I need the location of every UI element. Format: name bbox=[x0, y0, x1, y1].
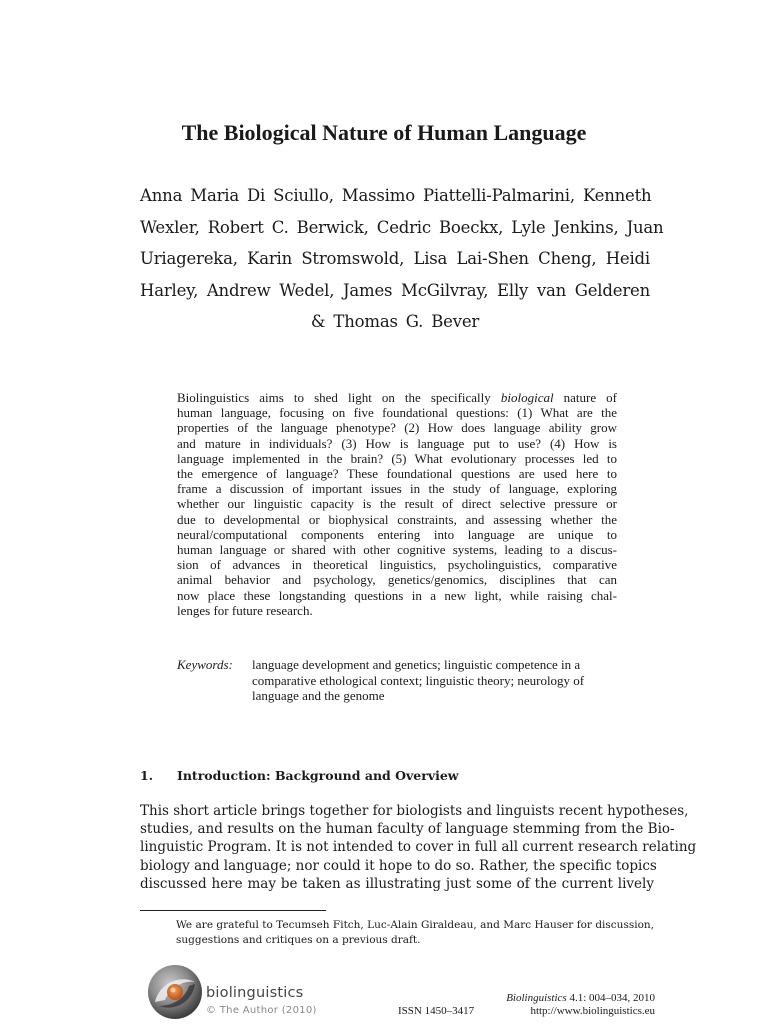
author-list bbox=[140, 180, 664, 338]
footnote-line: We are grateful to Tecumseh Fitch, Luc-Alain Giraldeau, and Marc Hauser for discussion, bbox=[176, 919, 654, 931]
abstract-line: Biolinguistics aims to shed light on the specifically biological nature of bbox=[177, 390, 618, 405]
abstract-line: the emergence of language? These foundational questions are used here to bbox=[177, 466, 617, 482]
paper-title: The Biological Nature of Human Language bbox=[181, 120, 587, 145]
journal-reference bbox=[506, 992, 655, 1004]
body-line: discussed here may be taken as illustrating just some of the current lively bbox=[140, 875, 654, 892]
author-line: & Thomas G. Bever bbox=[310, 312, 480, 331]
footnote-line: suggestions and critiques on a previous draft. bbox=[176, 933, 421, 946]
copyright-notice: © The Author (2010) bbox=[206, 1005, 317, 1016]
author-line: Uriagereka, Karin Stromswold, Lisa Lai-Shen Cheng, Heidi bbox=[140, 249, 650, 268]
body-line: biology and language; nor could it hope to do so. Rather, the specific topics bbox=[140, 857, 657, 874]
brand-name: biolinguistics bbox=[206, 985, 304, 1001]
journal-name: Biolinguistics bbox=[506, 992, 567, 1004]
abstract-line: sion of advances in theoretical linguistics, psycholinguistics, comparative bbox=[177, 557, 617, 573]
abstract-line: due to developmental or biophysical constraints, and assessing whether the bbox=[177, 511, 617, 527]
keywords-line: comparative ethological context; linguistic theory; neurology of bbox=[252, 672, 585, 688]
abstract-line: properties of the language phenotype? (2) How does language ability grow bbox=[177, 420, 617, 436]
abstract-emphasis: biological bbox=[500, 390, 554, 405]
body-line: This short article brings together for biologists and linguists recent hypotheses, bbox=[140, 803, 689, 819]
keywords-line: language development and genetics; linguistic competence in a bbox=[252, 657, 581, 672]
biolinguistics-logo-icon bbox=[145, 962, 205, 1022]
journal-issue: 4.1: 004–034, 2010 bbox=[566, 992, 655, 1004]
author-line: Harley, Andrew Wedel, James McGilvray, Elly van Gelderen bbox=[140, 280, 650, 300]
abstract-line: now place these longstanding questions in a new light, while raising chal- bbox=[177, 587, 617, 603]
keywords-text bbox=[252, 657, 617, 704]
body-line: linguistic Program. It is not intended to cover in full all current research relating bbox=[140, 839, 697, 856]
author-line: Wexler, Robert C. Berwick, Cedric Boeckx, Lyle Jenkins, Juan bbox=[140, 217, 664, 237]
body-paragraph bbox=[140, 802, 697, 893]
keywords-label: Keywords: bbox=[177, 657, 233, 672]
abstract-line: neural/computational components entering into language are unique to bbox=[177, 526, 617, 542]
footnote-divider bbox=[140, 910, 326, 911]
section-number: 1. bbox=[140, 768, 154, 783]
footnote bbox=[176, 918, 654, 947]
abstract-line: language implemented in the brain? (5) What evolutionary processes led to bbox=[177, 450, 617, 466]
abstract-line: human language, focusing on five foundational questions: (1) What are the bbox=[177, 405, 617, 421]
abstract-line: whether our linguistic capacity is the result of direct selective pressure or bbox=[177, 496, 617, 512]
abstract-line: and mature in individuals? (3) How is language put to use? (4) How is bbox=[177, 435, 617, 451]
abstract bbox=[177, 390, 617, 618]
journal-url[interactable]: http://www.biolinguistics.eu bbox=[530, 1005, 655, 1017]
body-line: studies, and results on the human faculty of language stemming from the Bio- bbox=[140, 821, 675, 838]
keywords-line: language and the genome bbox=[252, 688, 385, 703]
section-title: Introduction: Background and Overview bbox=[177, 768, 459, 783]
abstract-line: lenges for future research. bbox=[177, 602, 313, 618]
abstract-line: frame a discussion of important issues in the study of language, exploring bbox=[177, 481, 617, 497]
author-line: Anna Maria Di Sciullo, Massimo Piattelli-Palmarini, Kenneth bbox=[140, 186, 652, 205]
abstract-line: human language or shared with other cognitive systems, leading to a discus- bbox=[177, 542, 617, 558]
abstract-line: animal behavior and psychology, genetics/genomics, disciplines that can bbox=[177, 572, 617, 588]
issn-number: ISSN 1450–3417 bbox=[398, 1005, 475, 1017]
